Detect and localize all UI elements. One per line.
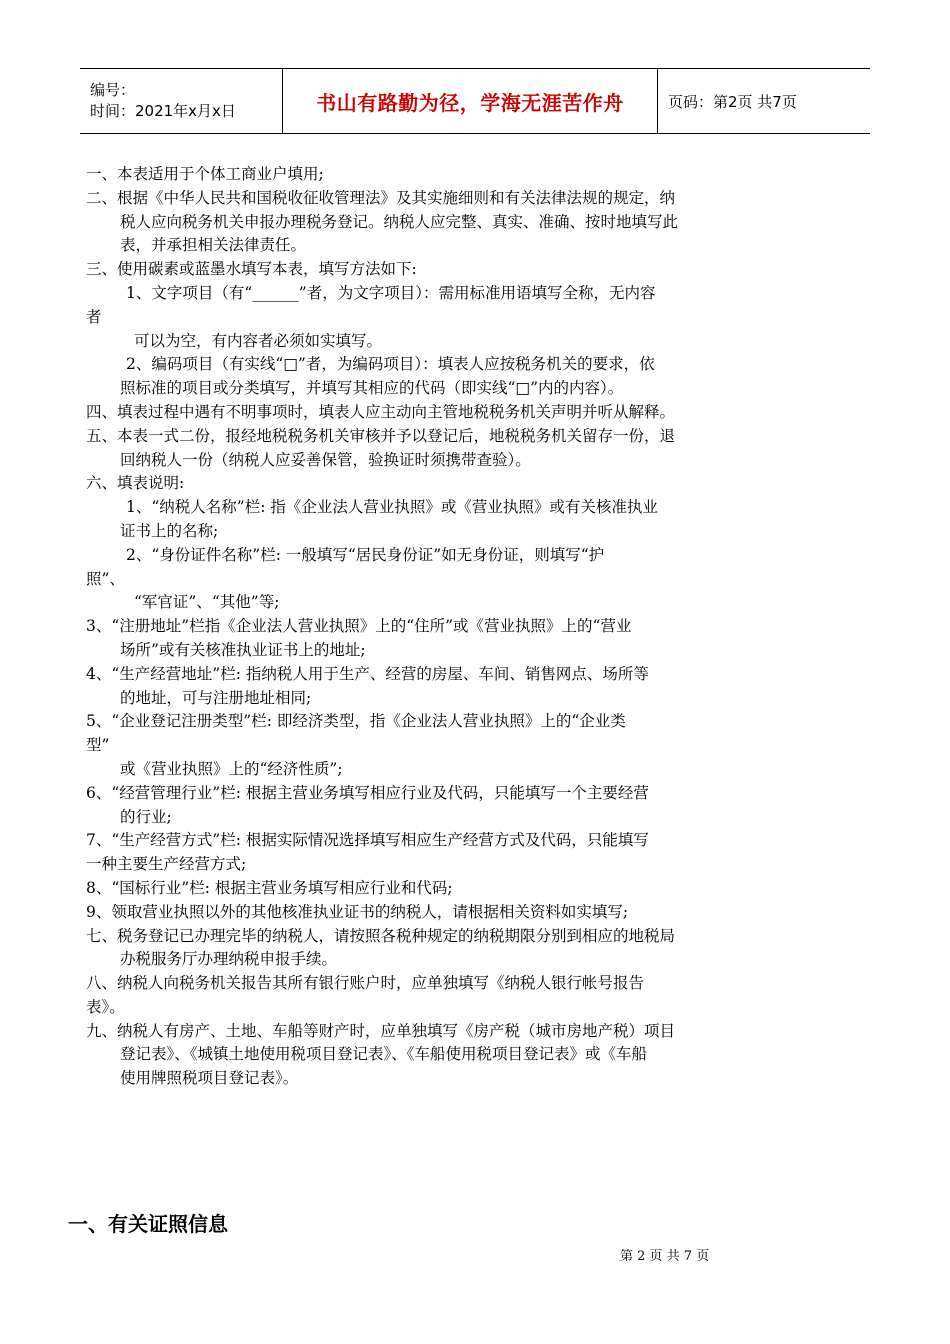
instruction-line: 的行业; — [120, 807, 172, 826]
instruction-line: 六、填表说明: — [86, 474, 185, 493]
instruction-line: 1、“纳税人名称”栏: 指《企业法人营业执照》或《营业执照》或有关核准执业 — [126, 498, 658, 517]
instruction-line: 七、税务登记已办理完毕的纳税人，请按照各税种规定的纳税期限分别到相应的地税局 — [86, 926, 676, 945]
instruction-line: 可以为空，有内容者必须如实填写。 — [134, 331, 383, 350]
document-date-label: 时间：2021年x月x日 — [90, 102, 236, 120]
instruction-line: 7、“生产经营方式”栏: 根据实际情况选择填写相应生产经营方式及代码，只能填写 — [86, 831, 649, 850]
instruction-line: 照”、 — [86, 569, 125, 588]
instruction-line: 9、领取营业执照以外的其他核准执业证书的纳税人，请根据相关资料如实填写; — [86, 902, 629, 921]
section-title: 一、有关证照信息 — [68, 1212, 228, 1236]
instruction-line: 回纳税人一份（纳税人应妥善保管，验换证时须携带查验）。 — [120, 450, 531, 469]
header-motto-cell — [283, 69, 658, 133]
instruction-line: 场所”或有关核准执业证书上的地址; — [120, 640, 366, 659]
instruction-line: 使用牌照税项目登记表》。 — [120, 1069, 299, 1088]
header-meta — [80, 69, 283, 133]
instruction-line: 2、编码项目（有实线“□”者，为编码项目）：填表人应按税务机关的要求，依 — [126, 355, 655, 374]
instruction-line: 照标准的项目或分类填写，并填写其相应的代码（即实线“□”内的内容）。 — [120, 379, 624, 398]
instruction-line: 证书上的名称; — [120, 521, 219, 540]
document-number-label: 编号： — [90, 81, 136, 99]
instruction-line: 税人应向税务机关申报办理税务登记。纳税人应完整、真实、准确、按时地填写此 — [120, 212, 679, 231]
instruction-line: 表，并承担相关法律责任。 — [120, 236, 307, 255]
instruction-line: 办税服务厅办理纳税申报手续。 — [120, 950, 338, 969]
instruction-line: 二、根据《中华人民共和国税收征收管理法》及其实施细则和有关法律法规的规定，纳 — [86, 188, 676, 207]
instruction-line: 2、“身份证件名称”栏: 一般填写“居民身份证”如无身份证，则填写“护 — [126, 545, 605, 564]
instruction-line: 九、纳税人有房产、土地、车船等财产时，应单独填写《房产税（城市房地产税）项目 — [86, 1021, 676, 1040]
header-page-cell — [658, 69, 870, 133]
instruction-line: 四、填表过程中遇有不明事项时，填表人应主动向主管地税税务机关声明并听从解释。 — [86, 402, 676, 421]
instruction-line: 8、“国标行业”栏: 根据主营业务填写相应行业和代码; — [86, 878, 453, 897]
instruction-line: 者 — [86, 307, 102, 326]
instruction-line: 型” — [86, 736, 110, 755]
instruction-line: 3、“注册地址”栏指《企业法人营业执照》上的“住所”或《营业执照》上的“营业 — [86, 617, 632, 636]
instruction-line: 6、“经营管理行业”栏: 根据主营业务填写相应行业及代码，只能填写一个主要经营 — [86, 783, 649, 802]
instruction-line: 五、本表一式二份，报经地税税务机关审核并予以登记后，地税税务机关留存一份，退 — [86, 426, 676, 445]
instruction-line: 登记表》、《城镇土地使用税项目登记表》、《车船使用税项目登记表》或《车船 — [120, 1045, 648, 1064]
instruction-line: “军官证”、“其他”等; — [134, 593, 280, 612]
instruction-line: 八、纳税人向税务机关报告其所有银行账户时，应单独填写《纳税人银行帐号报告 — [86, 974, 645, 993]
instructions-body — [86, 163, 816, 1091]
instruction-line: 4、“生产经营地址”栏: 指纳税人用于生产、经营的房屋、车间、销售网点、场所等 — [86, 664, 649, 683]
instruction-line: 一种主要生产经营方式; — [86, 855, 247, 874]
instruction-line: 的地址，可与注册地址相同; — [120, 688, 312, 707]
instruction-line: 一、本表适用于个体工商业户填用; — [86, 165, 324, 183]
instruction-line: 1、文字项目（有“______”者，为文字项目）：需用标准用语填写全称，无内容 — [126, 283, 656, 302]
header-motto: 书山有路勤为径，学海无涯苦作舟 — [316, 90, 624, 115]
page-footer: 第 2 页 共 7 页 — [620, 1249, 710, 1264]
page-header — [80, 68, 870, 134]
header-page-number: 页码：第2页 共7页 — [668, 92, 797, 111]
instruction-line: 三、使用碳素或蓝墨水填写本表，填写方法如下: — [86, 260, 417, 279]
instruction-line: 表》。 — [86, 997, 125, 1016]
instruction-line: 或《营业执照》上的“经济性质”; — [120, 759, 343, 778]
instruction-line: 5、“企业登记注册类型”栏: 即经济类型，指《企业法人营业执照》上的“企业类 — [86, 712, 626, 731]
